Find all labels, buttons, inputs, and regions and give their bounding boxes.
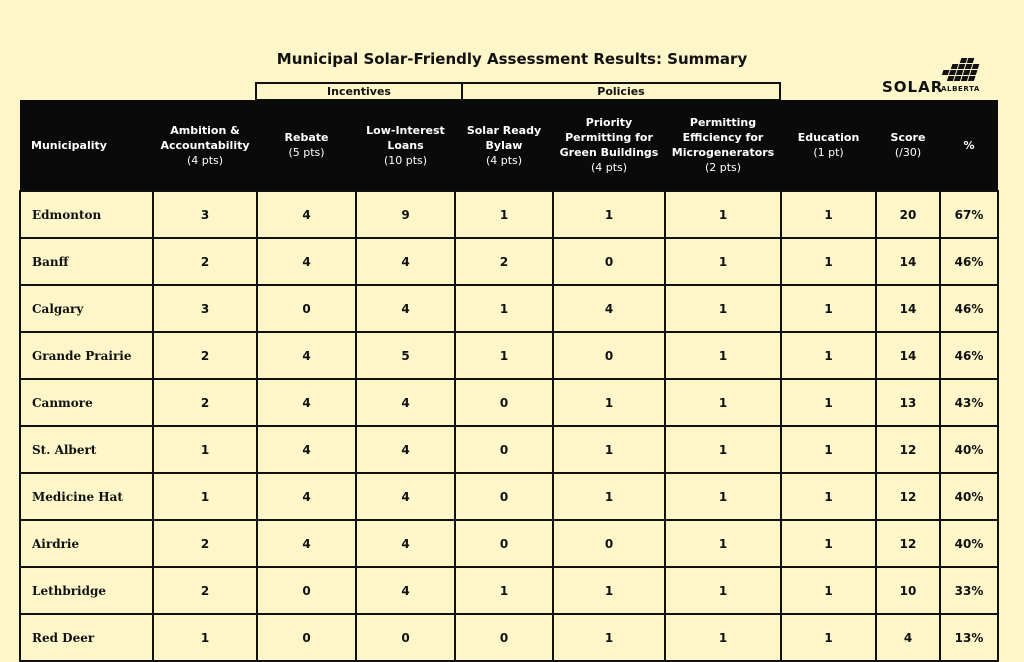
cell: 1	[781, 520, 876, 567]
header-education: Education (1 pt)	[781, 100, 876, 191]
header-ambition: Ambition & Accountability (4 pts)	[153, 100, 257, 191]
cell: 40%	[940, 520, 998, 567]
municipality-name: Airdrie	[20, 520, 153, 567]
header-municipality: Municipality	[20, 100, 153, 191]
table-row	[20, 614, 998, 661]
cell: 0	[455, 379, 553, 426]
cell: 1	[781, 379, 876, 426]
cell: 1	[665, 332, 781, 379]
cell: 4	[257, 238, 356, 285]
table-row	[20, 473, 998, 520]
cell: 13%	[940, 614, 998, 661]
cell: 2	[455, 238, 553, 285]
cell: 4	[257, 520, 356, 567]
cell: 2	[153, 520, 257, 567]
cell: 0	[257, 614, 356, 661]
cell: 0	[455, 520, 553, 567]
cell: 4	[257, 426, 356, 473]
cell: 4	[257, 473, 356, 520]
cell: 1	[781, 191, 876, 238]
header-permitting-efficiency: Permitting Efficiency for Microgenerators (2 pts)	[665, 100, 781, 191]
cell: 4	[356, 285, 455, 332]
cell: 5	[356, 332, 455, 379]
table-row	[20, 332, 998, 379]
cell: 1	[665, 520, 781, 567]
cell: 2	[153, 379, 257, 426]
cell: 12	[876, 520, 940, 567]
cell: 0	[257, 285, 356, 332]
cell: 4	[356, 238, 455, 285]
cell: 1	[153, 473, 257, 520]
header-percent: %	[940, 100, 998, 191]
cell: 3	[153, 191, 257, 238]
header-bylaw: Solar Ready Bylaw (4 pts)	[455, 100, 553, 191]
solar-panel-icon	[940, 56, 984, 86]
cell: 1	[455, 332, 553, 379]
table-row	[20, 520, 998, 567]
cell: 4	[356, 473, 455, 520]
cell: 0	[455, 473, 553, 520]
cell: 3	[153, 285, 257, 332]
cell: 0	[356, 614, 455, 661]
cell: 1	[153, 426, 257, 473]
cell: 40%	[940, 473, 998, 520]
cell: 1	[781, 426, 876, 473]
table-header-row	[20, 100, 998, 191]
cell: 1	[553, 191, 665, 238]
header-loans: Low-Interest Loans (10 pts)	[356, 100, 455, 191]
table-row	[20, 191, 998, 238]
cell: 1	[665, 191, 781, 238]
cell: 1	[153, 614, 257, 661]
assessment-table	[19, 100, 999, 662]
cell: 0	[553, 520, 665, 567]
table-row	[20, 567, 998, 614]
page-title: Municipal Solar-Friendly Assessment Results: Summary	[276, 50, 748, 68]
cell: 13	[876, 379, 940, 426]
cell: 0	[553, 238, 665, 285]
table-row	[20, 426, 998, 473]
table-row	[20, 379, 998, 426]
municipality-name: Banff	[20, 238, 153, 285]
cell: 12	[876, 426, 940, 473]
cell: 9	[356, 191, 455, 238]
cell: 0	[455, 614, 553, 661]
incentives-group-label: Incentives	[255, 82, 463, 101]
header-rebate: Rebate (5 pts)	[257, 100, 356, 191]
cell: 10	[876, 567, 940, 614]
cell: 12	[876, 473, 940, 520]
cell: 4	[257, 191, 356, 238]
cell: 1	[781, 614, 876, 661]
municipality-name: Canmore	[20, 379, 153, 426]
cell: 1	[665, 379, 781, 426]
municipality-name: Calgary	[20, 285, 153, 332]
cell: 1	[455, 191, 553, 238]
cell: 1	[665, 614, 781, 661]
cell: 1	[781, 567, 876, 614]
cell: 46%	[940, 285, 998, 332]
municipality-name: Medicine Hat	[20, 473, 153, 520]
cell: 1	[455, 567, 553, 614]
cell: 0	[553, 332, 665, 379]
cell: 4	[356, 567, 455, 614]
cell: 1	[455, 285, 553, 332]
cell: 2	[153, 567, 257, 614]
table-row	[20, 238, 998, 285]
cell: 1	[553, 567, 665, 614]
policies-group-label: Policies	[461, 82, 781, 101]
cell: 1	[665, 473, 781, 520]
header-score: Score (/30)	[876, 100, 940, 191]
cell: 1	[665, 567, 781, 614]
cell: 4	[257, 332, 356, 379]
cell: 1	[781, 332, 876, 379]
cell: 1	[553, 614, 665, 661]
cell: 1	[781, 238, 876, 285]
cell: 0	[257, 567, 356, 614]
cell: 4	[553, 285, 665, 332]
cell: 43%	[940, 379, 998, 426]
cell: 1	[665, 285, 781, 332]
cell: 40%	[940, 426, 998, 473]
cell: 46%	[940, 332, 998, 379]
solar-alberta-logo	[882, 56, 992, 100]
cell: 1	[781, 285, 876, 332]
cell: 20	[876, 191, 940, 238]
cell: 4	[356, 426, 455, 473]
cell: 33%	[940, 567, 998, 614]
municipality-name: Grande Prairie	[20, 332, 153, 379]
logo-subtext: ALBERTA	[941, 85, 980, 93]
cell: 4	[876, 614, 940, 661]
cell: 14	[876, 285, 940, 332]
cell: 0	[455, 426, 553, 473]
header-priority-permitting: Priority Permitting for Green Buildings (4 pts)	[553, 100, 665, 191]
logo-text: SOLAR	[882, 78, 944, 96]
cell: 1	[665, 238, 781, 285]
municipality-name: Lethbridge	[20, 567, 153, 614]
cell: 2	[153, 238, 257, 285]
cell: 1	[553, 379, 665, 426]
municipality-name: St. Albert	[20, 426, 153, 473]
cell: 4	[257, 379, 356, 426]
cell: 1	[553, 426, 665, 473]
table-row	[20, 285, 998, 332]
cell: 1	[781, 473, 876, 520]
municipality-name: Red Deer	[20, 614, 153, 661]
municipality-name: Edmonton	[20, 191, 153, 238]
cell: 2	[153, 332, 257, 379]
cell: 4	[356, 520, 455, 567]
cell: 14	[876, 332, 940, 379]
cell: 46%	[940, 238, 998, 285]
cell: 4	[356, 379, 455, 426]
cell: 67%	[940, 191, 998, 238]
cell: 1	[553, 473, 665, 520]
cell: 14	[876, 238, 940, 285]
cell: 1	[665, 426, 781, 473]
